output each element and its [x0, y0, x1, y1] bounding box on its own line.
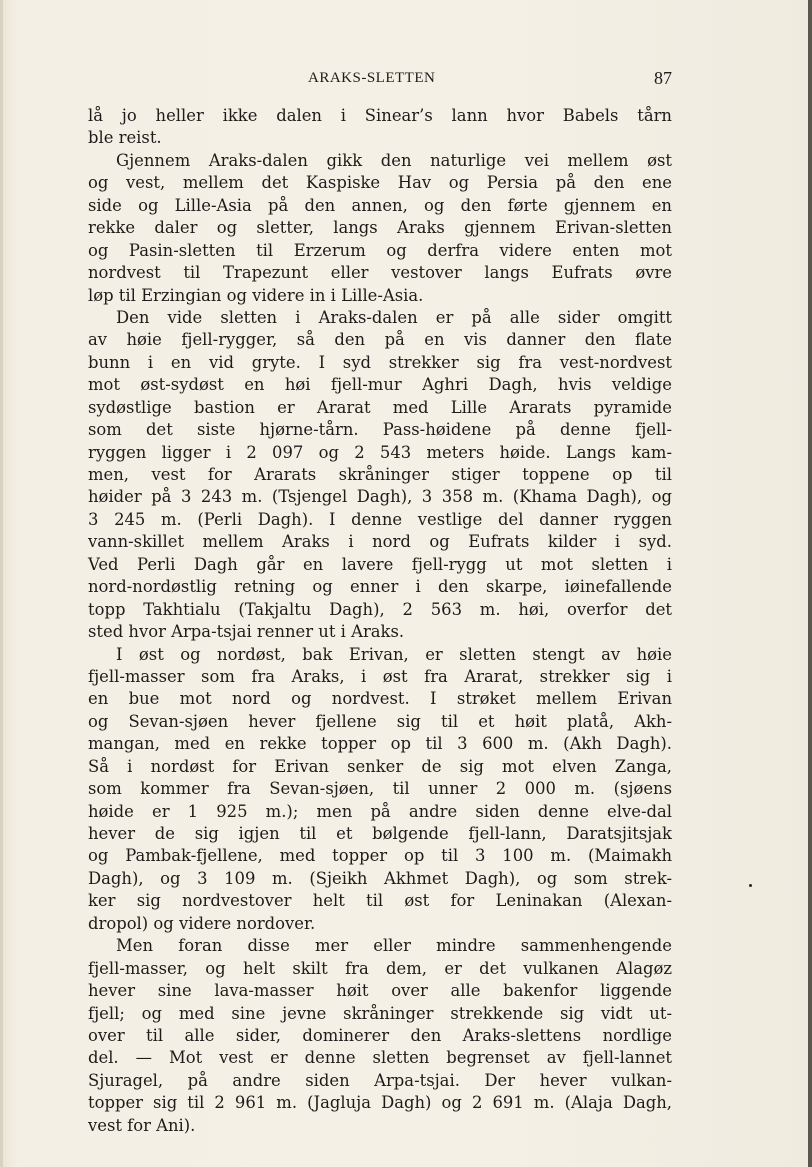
- text-line: ryggen ligger i 2 097 og 2 543 meters høide. Langs kam-: [88, 442, 672, 462]
- text-line: hever de sig igjen til et bølgende fjell-lann, Daratsjitsjak: [88, 824, 672, 843]
- text-line: nord-nordøstlig retning og enner i den skarpe, iøinefallende: [88, 577, 672, 597]
- print-speck: [749, 884, 752, 887]
- text-line: del. — Mot vest er denne sletten begrenset av fjell-lannet: [88, 1048, 672, 1068]
- text-line: sydøstlige bastion er Ararat med Lille Ararats pyramide: [88, 397, 672, 417]
- page-right-edge-shadow: [808, 0, 812, 1167]
- text-line: hever sine lava-masser høit over alle bakenfor liggende: [88, 981, 672, 1001]
- text-line: Men foran disse mer eller mindre sammenhengende: [116, 936, 672, 956]
- text-line: og Pambak-fjellene, med topper op til 3 100 m. (Maimakh: [88, 846, 672, 866]
- text-line: nordvest til Trapezunt eller vestover langs Eufrats øvre: [88, 263, 672, 283]
- text-line: løp til Erzingian og videre in i Lille-Asia.: [88, 285, 424, 305]
- text-line: en bue mot nord og nordvest. I strøket mellem Erivan: [88, 689, 672, 709]
- text-line: fjell-masser, og helt skilt fra dem, er det vulkanen Alagøz: [88, 958, 672, 978]
- text-line: mot øst-sydøst en høi fjell-mur Aghri Dagh, hvis veldige: [88, 375, 672, 395]
- page-number: 87: [654, 68, 672, 88]
- text-line: fjell-masser som fra Araks, i øst fra Ararat, strekker sig i: [88, 666, 672, 686]
- text-line: Den vide sletten i Araks-dalen er på alle sider omgitt: [116, 307, 672, 327]
- text-line: vest for Ani).: [88, 1115, 196, 1135]
- text-line: av høie fjell-rygger, så den på en vis danner den flate: [88, 330, 672, 350]
- text-line: Sjuragel, på andre siden Arpa-tsjai. Der hever vulkan-: [88, 1070, 672, 1090]
- text-line: 3 245 m. (Perli Dagh). I denne vestlige del danner ryggen: [88, 509, 672, 529]
- text-line: side og Lille-Asia på den annen, og den førte gjennem en: [88, 195, 672, 215]
- text-line: sted hvor Arpa-tsjai renner ut i Araks.: [88, 622, 405, 642]
- text-line: ble reist.: [88, 128, 162, 148]
- text-line: I øst og nordøst, bak Erivan, er sletten stengt av høie: [116, 644, 672, 664]
- running-title: ARAKS-SLETTEN: [308, 70, 436, 86]
- text-line: bunn i en vid gryte. I syd strekker sig fra vest-nordvest: [88, 352, 672, 372]
- text-line: og Sevan-sjøen hever fjellene sig til et høit platå, Akh-: [88, 711, 672, 731]
- text-line: Gjennem Araks-dalen gikk den naturlige vei mellem øst: [116, 150, 672, 170]
- text-line: topper sig til 2 961 m. (Jagluja Dagh) og 2 691 m. (Alaja Dagh,: [88, 1093, 672, 1113]
- text-line: som kommer fra Sevan-sjøen, til unner 2 000 m. (sjøens: [88, 779, 672, 799]
- page-header: [88, 70, 672, 92]
- body-text: [88, 105, 672, 1137]
- text-line: Dagh), og 3 109 m. (Sjeikh Akhmet Dagh), og som strek-: [88, 868, 672, 888]
- text-line: og Pasin-sletten til Erzerum og derfra videre enten mot: [88, 240, 672, 260]
- text-line: ker sig nordvestover helt til øst for Leninakan (Alexan-: [88, 891, 672, 911]
- text-line: høide er 1 925 m.); men på andre siden denne elve-dal: [88, 801, 672, 821]
- page-left-edge: [0, 0, 3, 1167]
- text-line: Ved Perli Dagh går en lavere fjell-rygg ut mot sletten i: [88, 554, 672, 574]
- text-line: Så i nordøst for Erivan senker de sig mot elven Zanga,: [88, 756, 672, 776]
- text-line: topp Takhtialu (Takjaltu Dagh), 2 563 m. høi, overfor det: [88, 599, 672, 619]
- text-line: rekke daler og sletter, langs Araks gjennem Erivan-sletten: [88, 218, 672, 238]
- text-line: over til alle sider, dominerer den Araks-slettens nordlige: [88, 1025, 672, 1045]
- text-line: lå jo heller ikke dalen i Sinear’s lann hvor Babels tårn: [88, 106, 672, 125]
- text-line: vann-skillet mellem Araks i nord og Eufrats kilder i syd.: [88, 532, 672, 552]
- text-line: men, vest for Ararats skråninger stiger toppene op til: [88, 465, 672, 484]
- text-line: dropol) og videre nordover.: [88, 913, 316, 933]
- text-line: mangan, med en rekke topper op til 3 600 m. (Akh Dagh).: [88, 734, 672, 754]
- text-line: og vest, mellem det Kaspiske Hav og Persia på den ene: [88, 173, 672, 193]
- text-line: fjell; og med sine jevne skråninger strekkende sig vidt ut-: [88, 1003, 672, 1023]
- text-line: høider på 3 243 m. (Tsjengel Dagh), 3 358 m. (Khama Dagh), og: [88, 487, 672, 507]
- text-line: som det siste hjørne-tårn. Pass-høidene på denne fjell-: [88, 420, 672, 440]
